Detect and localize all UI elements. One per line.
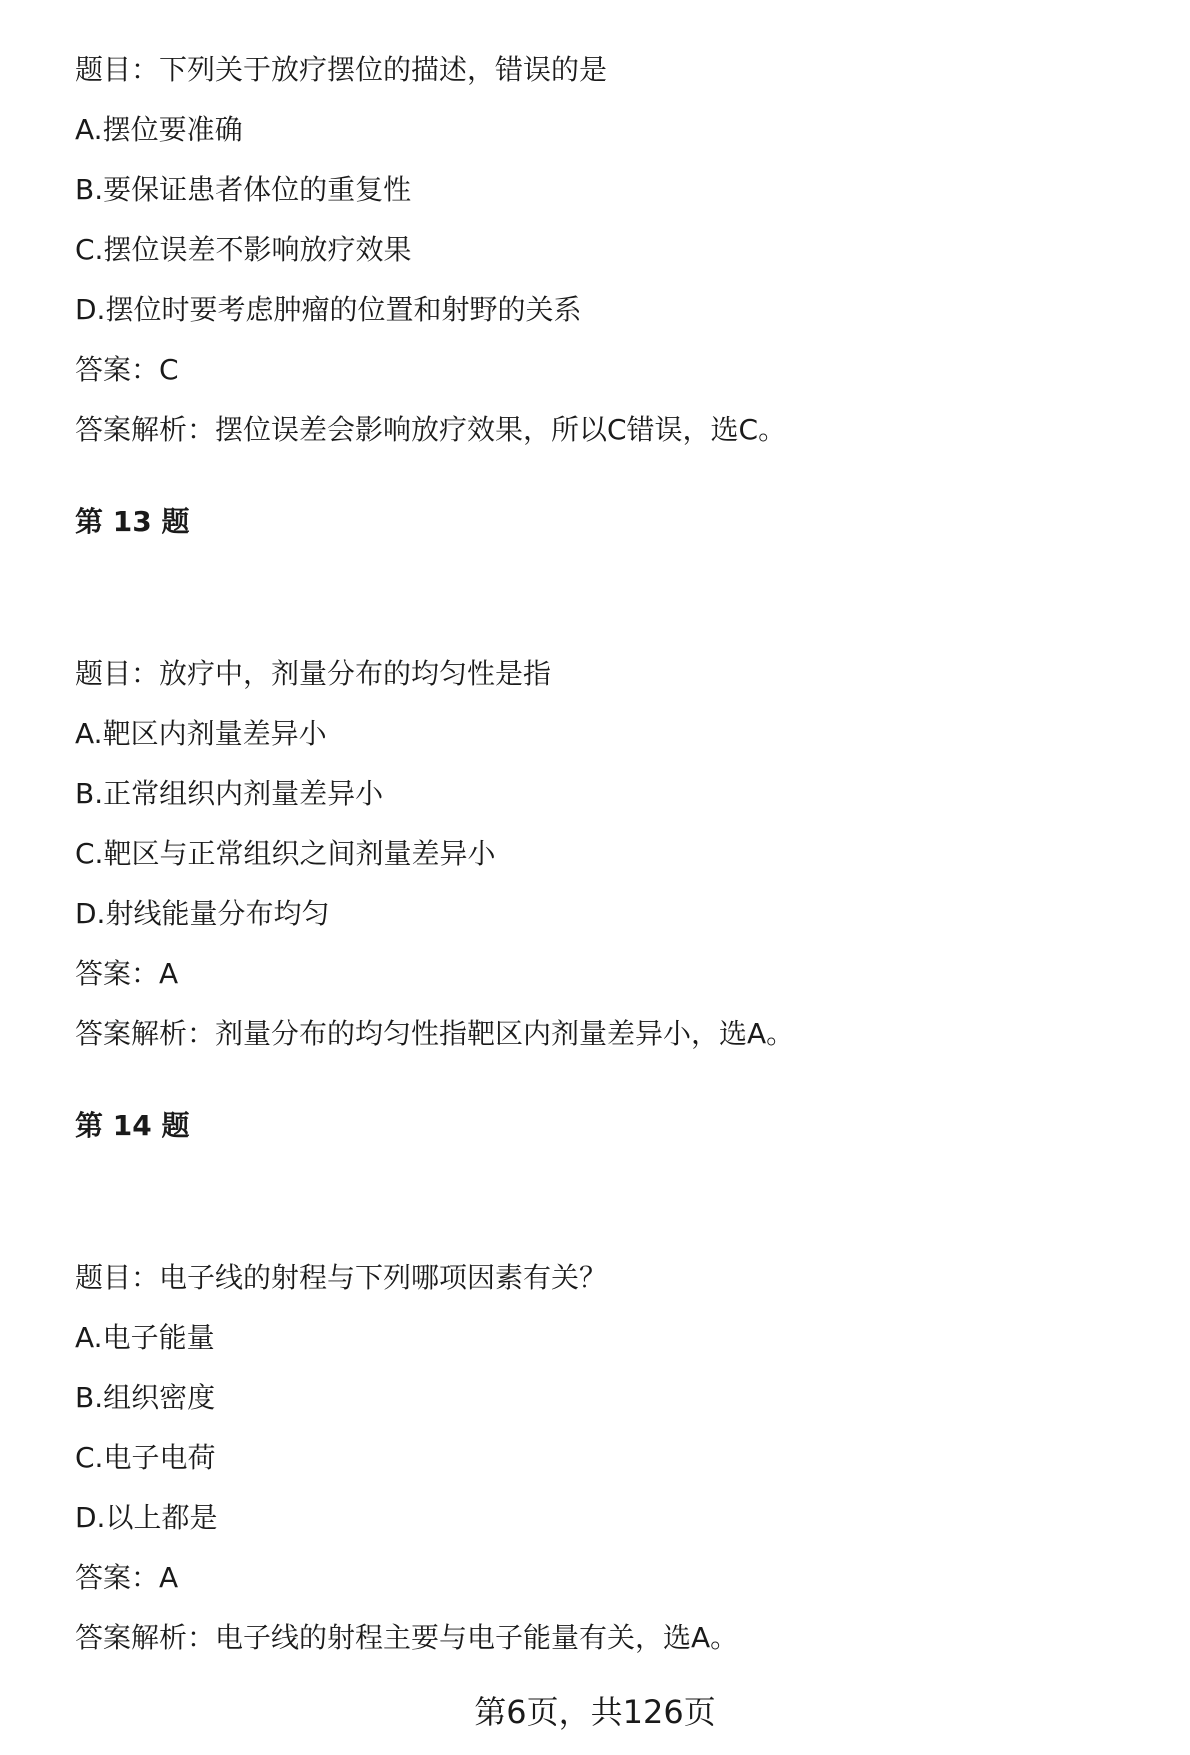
- q13-stem: 题目：放疗中，剂量分布的均匀性是指: [75, 657, 552, 690]
- q12-option-d: D.摆位时要考虑肿瘤的位置和射野的关系: [75, 293, 582, 326]
- q14-option-a: A.电子能量: [75, 1321, 215, 1354]
- q12-answer: 答案：C: [75, 353, 179, 386]
- q13-option-d: D.射线能量分布均匀: [75, 897, 330, 930]
- q12-stem: 题目：下列关于放疗摆位的描述，错误的是: [75, 53, 608, 86]
- q12-option-c: C.摆位误差不影响放疗效果: [75, 233, 412, 266]
- q14-heading: 第 14 题: [75, 1109, 190, 1142]
- q14-option-b: B.组织密度: [75, 1381, 216, 1414]
- q14-explanation: 答案解析：电子线的射程主要与电子能量有关，选A。: [75, 1621, 739, 1654]
- q14-answer: 答案：A: [75, 1561, 179, 1594]
- q13-option-b: B.正常组织内剂量差异小: [75, 777, 384, 810]
- q14-stem: 题目：电子线的射程与下列哪项因素有关？: [75, 1261, 608, 1294]
- q14-option-c: C.电子电荷: [75, 1441, 216, 1474]
- q14-option-d: D.以上都是: [75, 1501, 218, 1534]
- q13-answer: 答案：A: [75, 957, 179, 990]
- q13-heading: 第 13 题: [75, 505, 190, 538]
- q12-option-b: B.要保证患者体位的重复性: [75, 173, 412, 206]
- q12-explanation: 答案解析：摆位误差会影响放疗效果，所以C错误，选C。: [75, 413, 787, 446]
- page-number-footer: 第6页，共126页: [474, 1693, 716, 1731]
- q13-explanation: 答案解析：剂量分布的均匀性指靶区内剂量差异小，选A。: [75, 1017, 795, 1050]
- q13-option-a: A.靶区内剂量差异小: [75, 717, 327, 750]
- q13-option-c: C.靶区与正常组织之间剂量差异小: [75, 837, 496, 870]
- q12-option-a: A.摆位要准确: [75, 113, 243, 146]
